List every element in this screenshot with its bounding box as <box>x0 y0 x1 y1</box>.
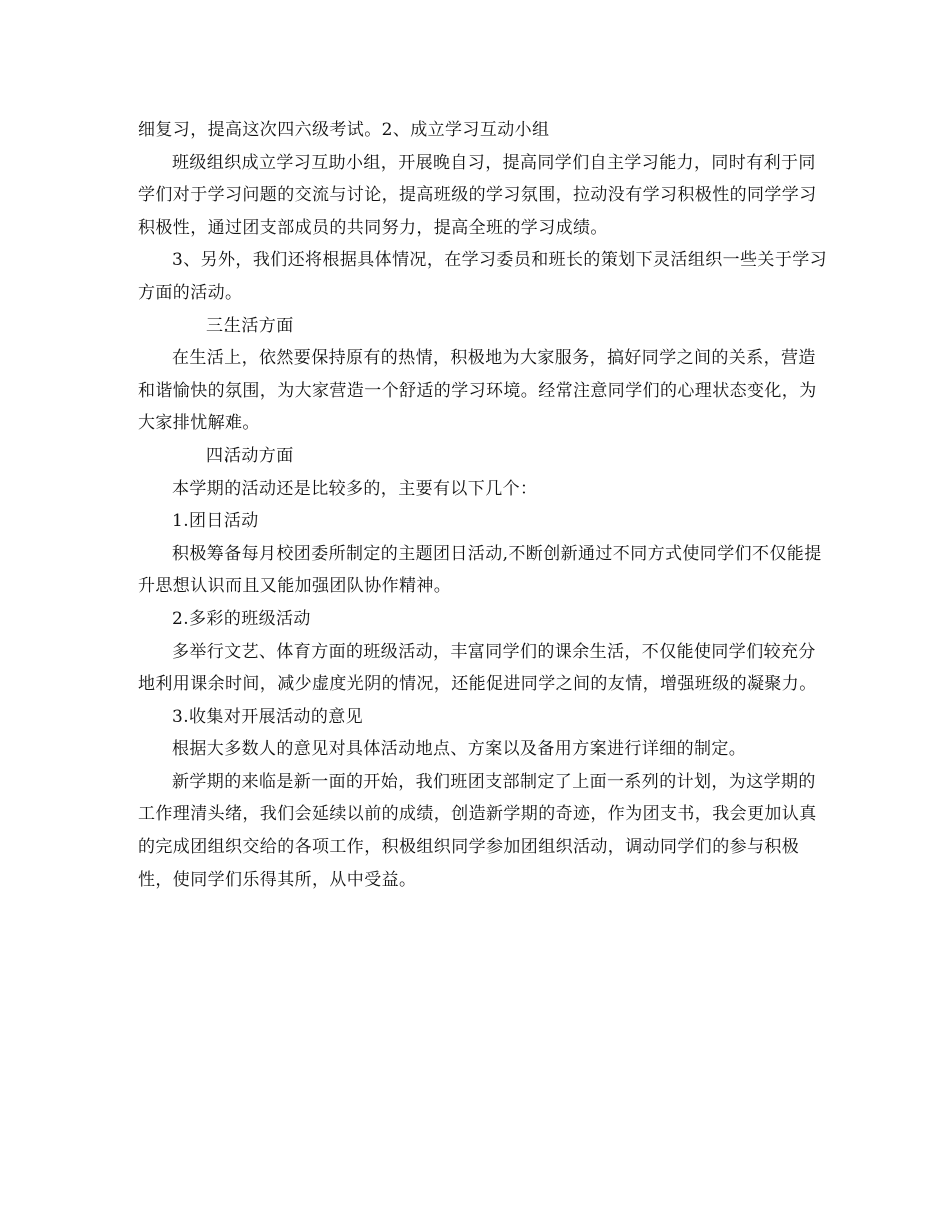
paragraph-conclusion: 新学期的来临是新一面的开始，我们班团支部制定了上面一系列的计划，为这学期的工作理清头绪，我们会延续以前的成绩，创造新学期的奇迹，作为团支书，我会更加认真的完成团组织交给的各项工作，积极组织同学参加团组织活动，调动同学们的参与积极性，使同学们乐得其所，从中受益。 <box>138 771 817 890</box>
paragraph-review-continuation: 细复习，提高这次四六级考试。2、成立学习互动小组 <box>138 120 550 140</box>
document-body <box>138 114 828 896</box>
paragraph-study-group: 班级组织成立学习互助小组，开展晚自习，提高同学们自主学习能力，同时有利于同学们对于学习问题的交流与讨论，提高班级的学习氛围，拉动没有学习积极性的同学学习积极性，通过团支部成员的共同努力，提高全班的学习成绩。 <box>138 152 817 238</box>
section-heading-life <box>138 310 828 343</box>
paragraph-activity-intro: 本学期的活动还是比较多的，主要有以下几个： <box>172 478 538 499</box>
subheading-league-day: 1.团日活动 <box>172 511 259 532</box>
subheading-collect-opinions: 3.收集对开展活动的意见 <box>172 706 364 727</box>
subheading-class-activities: 2.多彩的班级活动 <box>172 608 311 629</box>
section-title-life: 生活方面 <box>224 315 294 336</box>
paragraph-collect-opinions: 根据大多数人的意见对具体活动地点、方案以及备用方案进行详细的制定。 <box>172 739 747 760</box>
paragraph-study-activities: 3、另外，我们还将根据具体情况，在学习委员和班长的策划下灵活组织一些关于学习方面的活动。 <box>138 250 828 303</box>
section-number-activity: 四. <box>206 445 230 466</box>
paragraph-life: 在生活上，依然要保持原有的热情，积极地为大家服务，搞好同学之间的关系，营造和谐愉快的氛围，为大家营造一个舒适的学习环境。经常注意同学们的心理状态变化，为大家排忧解难。 <box>138 348 817 434</box>
paragraph-class-activities: 多举行文艺、体育方面的班级活动，丰富同学们的课余生活，不仅能使同学们较充分地利用课余时间，减少虚度光阴的情况，还能促进同学之间的友情，增强班级的凝聚力。 <box>138 641 817 695</box>
section-number-life: 三. <box>206 315 230 336</box>
section-heading-activity <box>138 440 828 473</box>
paragraph-league-day: 积极筹备每月校团委所制定的主题团日活动,不断创新通过不同方式使同学们不仅能提升思想认识而且又能加强团队协作精神。 <box>138 543 822 597</box>
section-title-activity: 活动方面 <box>224 445 294 466</box>
